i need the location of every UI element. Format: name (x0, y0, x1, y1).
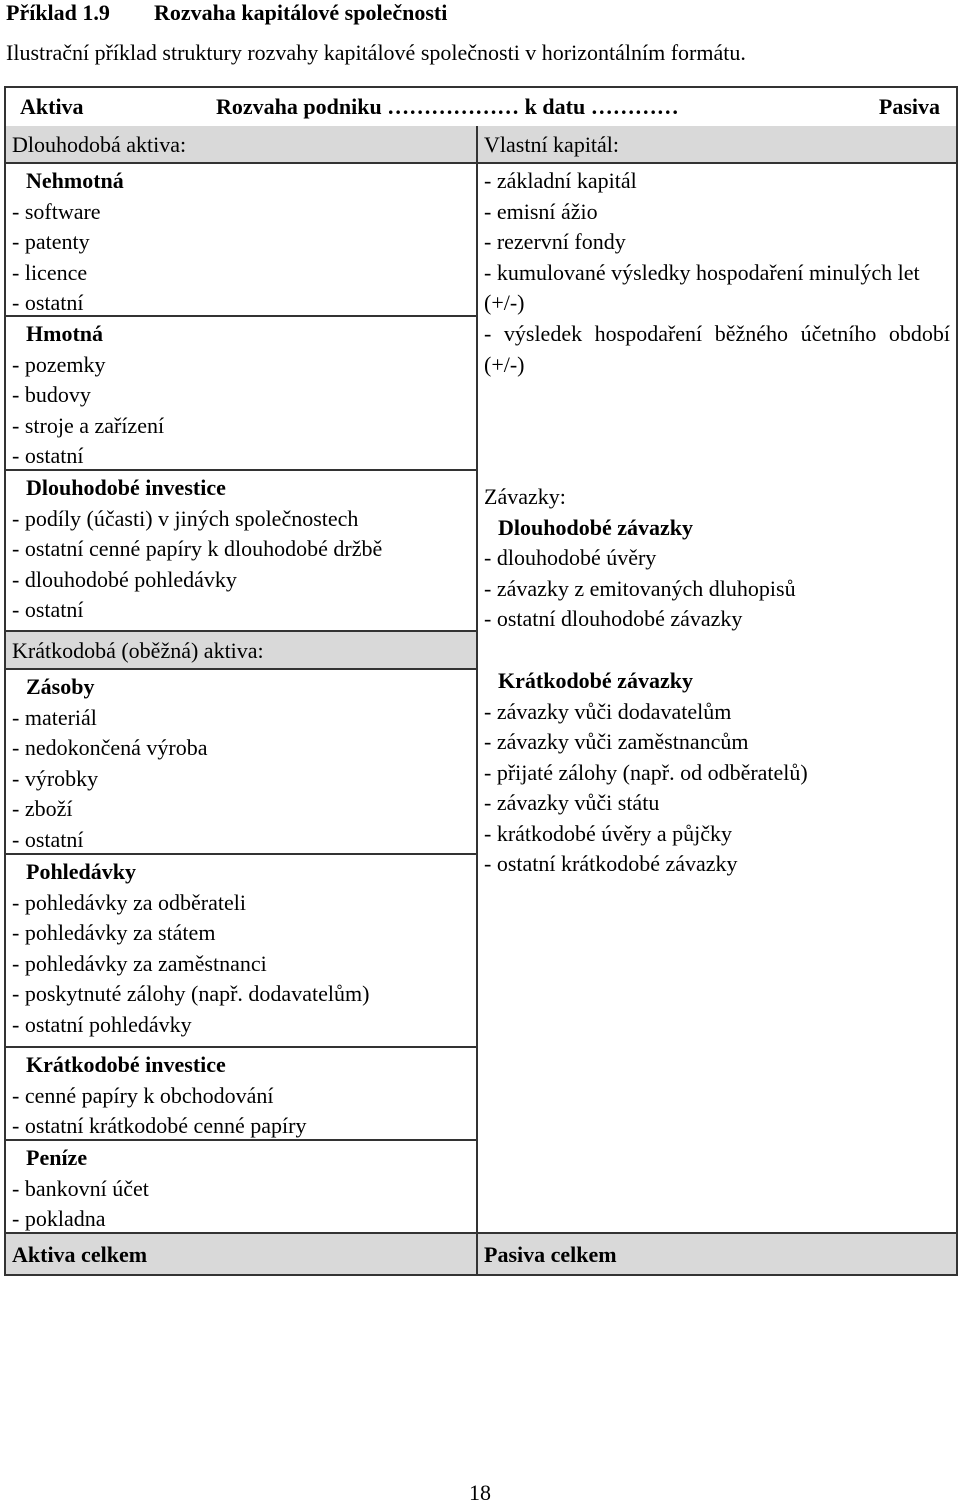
list-item: - budovy (12, 382, 91, 407)
group-title: Krátkodobé investice (26, 1052, 226, 1077)
group-title: Pohledávky (26, 859, 137, 884)
liabilities-heading: Závazky: (484, 484, 566, 509)
list-item: - pokladna (12, 1206, 106, 1231)
list-item: - materiál (12, 704, 97, 730)
list-item: - zboží (12, 796, 73, 821)
header-aktiva: Aktiva (20, 94, 84, 119)
list-item: - pohledávky za státem (12, 920, 216, 945)
list-item: - výsledek hospodaření běžného účetního období (+/-) (484, 321, 950, 377)
liabilities-column (478, 126, 956, 1274)
list-item: - bankovní účet (12, 1175, 149, 1201)
equity-items (478, 166, 956, 319)
list-item: - přijaté zálohy (např. od odběratelů) (484, 759, 808, 785)
list-item: - pohledávky za zaměstnanci (12, 950, 267, 976)
group-long-term-investments (6, 471, 476, 632)
group-receivables (6, 855, 476, 1048)
list-item: - licence (12, 259, 88, 285)
group-title: Hmotná (26, 321, 103, 346)
list-item: - ostatní dlouhodobé závazky (484, 606, 743, 631)
list-item: - závazky vůči státu (484, 790, 660, 815)
group-title: Krátkodobé závazky (498, 668, 693, 693)
long-term-assets-heading: Dlouhodobá aktiva: (6, 126, 476, 164)
list-item: - ostatní (12, 597, 84, 622)
list-item: - ostatní cenné papíry k dlouhodobé držbě (12, 536, 383, 561)
example-number: Příklad 1.9 (6, 0, 110, 25)
group-title: Dlouhodobé investice (26, 475, 226, 500)
list-item: - podíly (účasti) v jiných společnostech (12, 505, 359, 531)
list-item: - rezervní fondy (484, 229, 626, 254)
list-item: - závazky z emitovaných dluhopisů (484, 575, 796, 601)
group-short-term-investments (6, 1048, 476, 1141)
equity-items-2 (478, 319, 956, 380)
list-item: - dlouhodobé pohledávky (12, 566, 237, 592)
liabilities-total: Pasiva celkem (478, 1232, 956, 1274)
list-item: - ostatní (12, 443, 84, 468)
list-item: - ostatní (12, 290, 84, 315)
table-header (6, 88, 956, 128)
list-item: - patenty (12, 229, 90, 254)
list-item: - nedokončená výroba (12, 735, 208, 760)
group-title: Dlouhodobé závazky (498, 514, 693, 540)
list-item: - emisní ážio (484, 198, 598, 224)
example-title: Rozvaha kapitálové společnosti (154, 0, 448, 25)
header-pasiva: Pasiva (878, 94, 940, 119)
list-item: - ostatní krátkodobé cenné papíry (12, 1113, 307, 1138)
list-item: - pozemky (12, 351, 106, 377)
group-title: Zásoby (26, 674, 95, 699)
liabilities-block (478, 482, 956, 635)
list-item: - kumulované výsledky hospodaření minulých let (+/-) (484, 259, 920, 315)
list-item: - krátkodobé úvěry a půjčky (484, 820, 733, 846)
intro-text: Ilustrační příklad struktury rozvahy kapitálové společnosti v horizontálním formátu. (6, 40, 746, 65)
group-cash (6, 1141, 476, 1232)
example-heading (6, 0, 447, 26)
list-item: - poskytnuté zálohy (např. dodavatelům) (12, 981, 370, 1006)
group-tangible (6, 317, 476, 471)
group-title: Peníze (26, 1145, 88, 1170)
list-item: - pohledávky za odběrateli (12, 889, 246, 915)
page-number: 18 (469, 1480, 491, 1505)
list-item: - základní kapitál (484, 168, 637, 193)
equity-heading: Vlastní kapitál: (478, 126, 956, 164)
list-item: - ostatní pohledávky (12, 1011, 192, 1037)
list-item: - ostatní krátkodobé závazky (484, 851, 738, 876)
group-title: Nehmotná (26, 168, 124, 193)
group-inventory (6, 670, 476, 855)
assets-column (6, 126, 478, 1274)
assets-total: Aktiva celkem (6, 1232, 476, 1274)
list-item: - cenné papíry k obchodování (12, 1082, 274, 1108)
list-item: - dlouhodobé úvěry (484, 545, 657, 570)
current-assets-heading: Krátkodobá (oběžná) aktiva: (6, 632, 476, 670)
list-item: - stroje a zařízení (12, 412, 165, 438)
list-item: - ostatní (12, 826, 84, 852)
header-title: Rozvaha podniku ……………… k datu ………… (216, 94, 679, 119)
group-intangible (6, 164, 476, 317)
balance-sheet-table (4, 86, 958, 1276)
list-item: - závazky vůči zaměstnancům (484, 729, 749, 754)
list-item: - výrobky (12, 765, 99, 791)
short-term-liabilities-block (478, 666, 956, 880)
list-item: - závazky vůči dodavatelům (484, 698, 732, 724)
list-item: - software (12, 198, 101, 224)
